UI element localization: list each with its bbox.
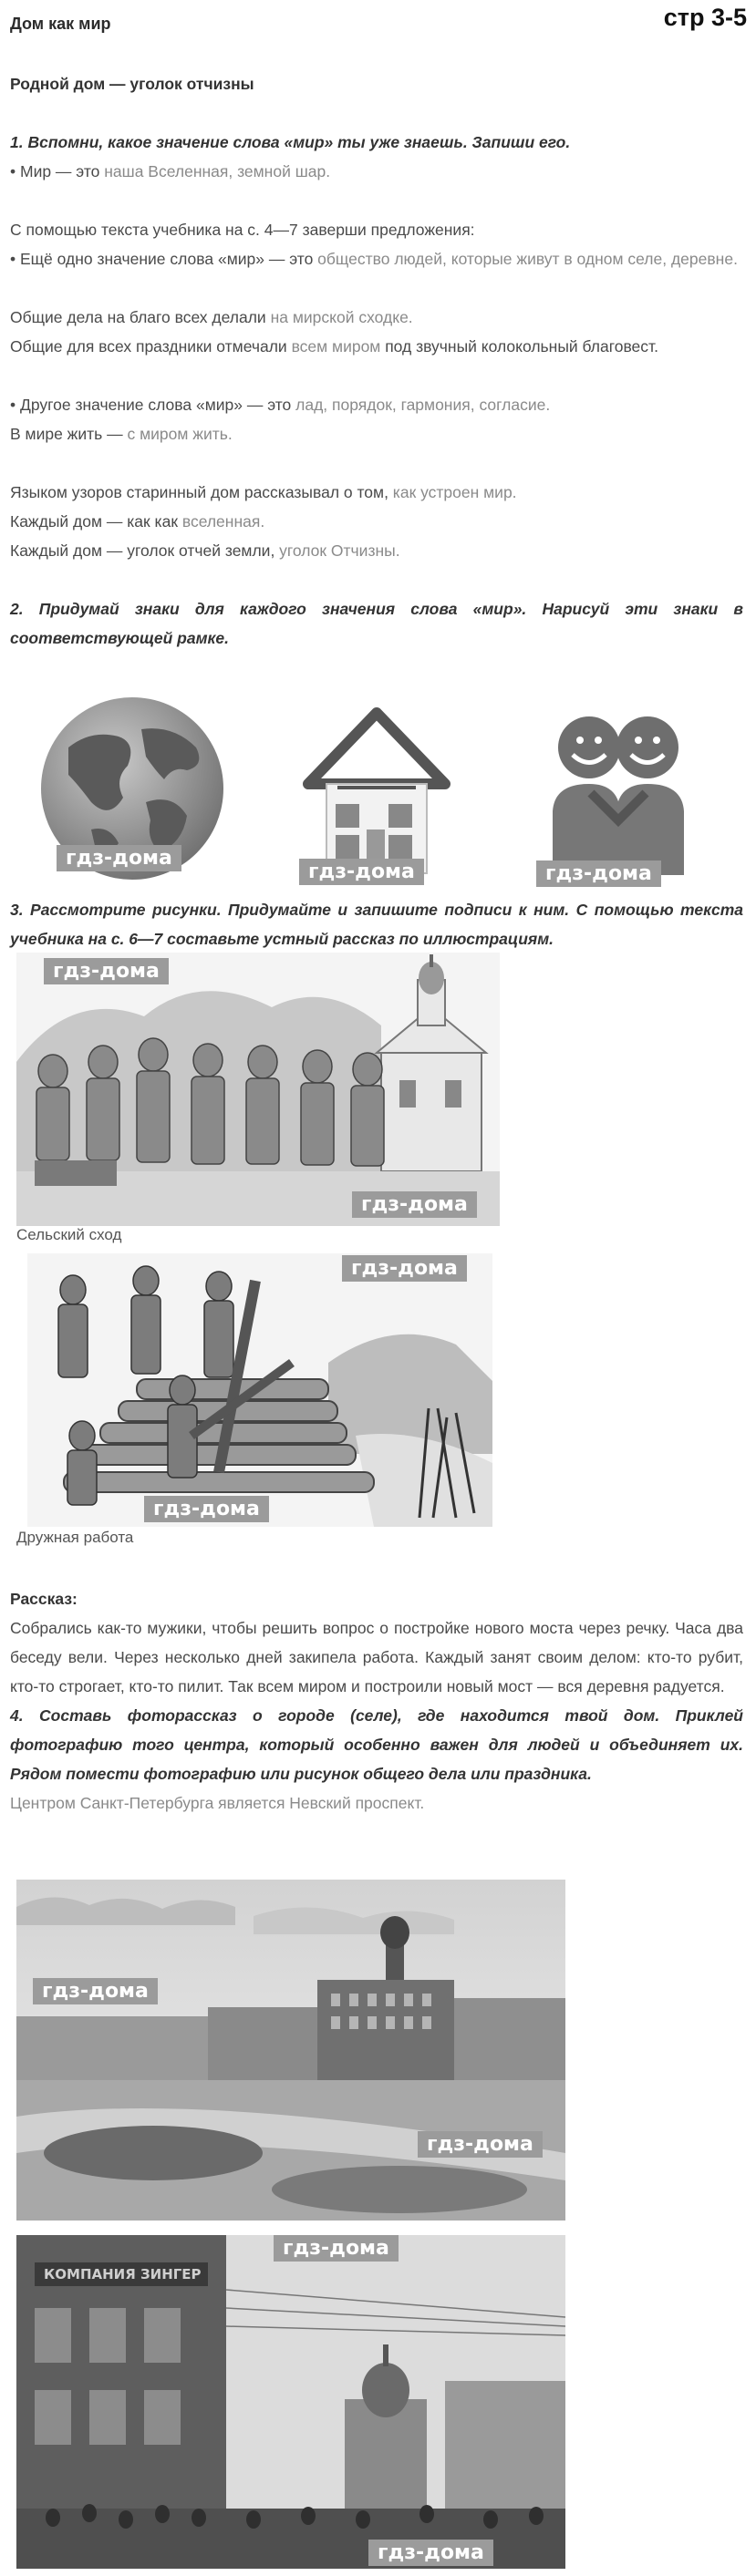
page-number: стр 3-5: [663, 4, 747, 31]
text: Каждый дом — как как: [10, 512, 182, 531]
answer: уголок Отчизны.: [279, 541, 400, 560]
answer: общество людей, которые живут в одном селе, деревне.: [317, 250, 738, 268]
text: В мире жить —: [10, 425, 128, 443]
task1-intro: С помощью текста учебника на с. 4—7 заверши предложения:: [10, 221, 475, 239]
watermark: гдз-дома: [418, 2131, 543, 2158]
answer: на мирской сходке.: [270, 308, 413, 326]
village-gathering-illustration: [16, 953, 500, 1226]
answer: с миром жить.: [127, 425, 233, 443]
task1-s3: [10, 332, 743, 361]
task1-s6: [10, 478, 743, 507]
caption-village-gathering: Сельский сход: [16, 1226, 122, 1243]
text: • Ещё одно значение слова «мир» — это: [10, 250, 318, 268]
task1-line1: [10, 157, 743, 186]
task1-s2: [10, 303, 743, 332]
watermark: гдз-дома: [33, 1978, 158, 2004]
text: Общие для всех праздники отмечали: [10, 337, 292, 355]
task4-answer: Центром Санкт-Петербурга является Невский проспект.: [10, 1794, 425, 1812]
watermark: гдз-дома: [57, 845, 181, 871]
task2-question: 2. Придумай знаки для каждого значения слова «мир». Нарисуй эти знаки в соответствующей рамке.: [10, 600, 743, 647]
watermark: гдз-дома: [536, 860, 661, 887]
watermark: гдз-дома: [299, 859, 424, 885]
task3-question: 3. Рассмотрите рисунки. Придумайте и запишите подписи к ним. С помощью текста учебника на с. 6—7 составьте устный рассказ по иллюстрациям.: [10, 901, 743, 948]
text: Общие дела на благо всех делали: [10, 308, 271, 326]
singer-sign: КОМПАНИЯ ЗИНГЕР: [44, 2266, 202, 2282]
task1-s4: [10, 390, 743, 419]
watermark: гдз-дома: [352, 1191, 477, 1218]
text: под звучный колокольный благовест.: [380, 337, 658, 355]
watermark: гдз-дома: [342, 1255, 467, 1282]
text: Каждый дом — уголок отчей земли,: [10, 541, 280, 560]
task1-s7: [10, 507, 743, 536]
task1-s5: [10, 419, 743, 448]
section-subtitle: Родной дом — уголок отчизны: [10, 75, 254, 93]
watermark: гдз-дома: [368, 2540, 493, 2566]
page-title: Дом как мир: [10, 15, 111, 33]
story-text: Собрались как-то мужики, чтобы решить вопрос о постройке нового моста через речку. Часа два беседу вели. Через несколько дней закипела работа. Каждый занят своим делом: кто-то рубит, кто-то строгает, кто-то пилит. Так всем миром и построили новый мост — вся деревня радуется.: [10, 1619, 743, 1695]
task1-s8: [10, 536, 743, 565]
text: Языком узоров старинный дом рассказывал о том,: [10, 483, 393, 501]
caption-teamwork: Дружная работа: [16, 1529, 134, 1546]
answer: вселенная.: [181, 512, 265, 531]
globe-icon: [36, 693, 228, 884]
task4-question: 4. Составь фоторассказ о городе (селе), где находится твой дом. Приклей фотографию того центра, который особенно важен для людей и объединяет их. Рядом помести фотографию или рисунок общего дела или праздника.: [10, 1706, 743, 1783]
answer: как устроен мир.: [392, 483, 517, 501]
story-label: Рассказ:: [10, 1590, 78, 1608]
task1-question: 1. Вспомни, какое значение слова «мир» ты уже знаешь. Запиши его.: [10, 133, 571, 151]
answer: всем миром: [291, 337, 381, 355]
watermark: гдз-дома: [144, 1496, 269, 1522]
friends-icon: [536, 702, 700, 884]
watermark: гдз-дома: [274, 2235, 399, 2262]
watermark: гдз-дома: [44, 958, 169, 984]
text: • Мир — это: [10, 162, 105, 180]
singer-house-photo: [16, 2235, 565, 2569]
teamwork-illustration: [27, 1253, 492, 1527]
answer: наша Вселенная, земной шар.: [104, 162, 331, 180]
nevsky-prospect-photo: [16, 1880, 565, 2221]
answer: лад, порядок, гармония, согласие.: [295, 396, 551, 414]
task1-s1: [10, 244, 743, 273]
text: • Другое значение слова «мир» — это: [10, 396, 296, 414]
house-icon: [299, 702, 454, 884]
